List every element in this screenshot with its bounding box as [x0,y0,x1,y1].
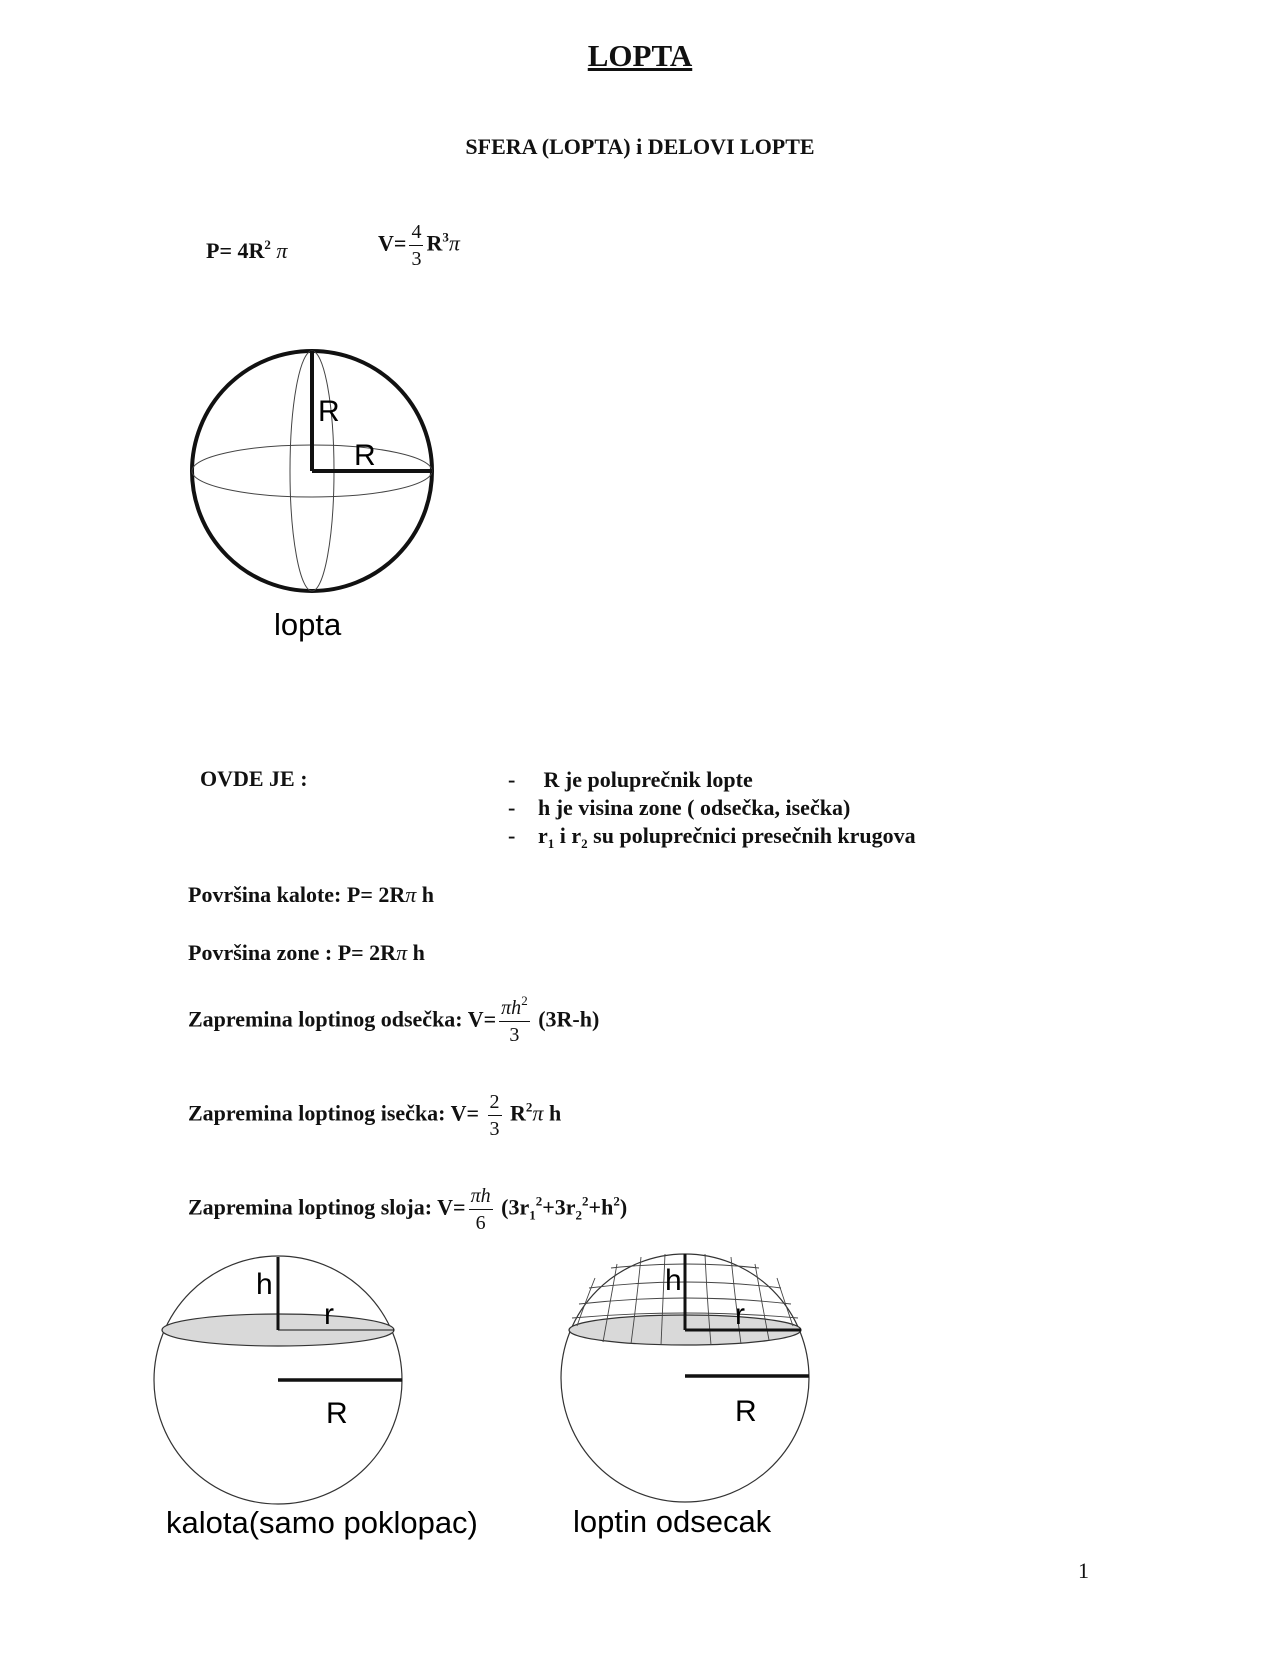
fraction [499,993,530,1046]
fraction-denominator: 3 [509,1024,520,1046]
sphere-figure [180,335,460,655]
formula-label: Zapremina loptinog isečka: V= [188,1100,485,1126]
list-dash: - [508,823,516,848]
volume-exponent: 3 [442,229,449,245]
label-h: h [256,1268,273,1301]
label-vertical-r: R [318,395,340,428]
surface-prefix: P= 4R [206,238,265,263]
fraction-denominator: 3 [489,1118,500,1140]
formula-label: Zapremina loptinog odsečka: V= [188,1006,497,1032]
label-big-r: R [326,1397,348,1430]
formula-label: Površina zone : P= 2R [188,940,397,965]
formula-part: +3r [542,1194,576,1220]
numerator-text: πh [501,997,522,1019]
list-item-text: h je visina zone ( odsečka, isečka) [538,795,851,820]
exponent: 2 [613,1193,620,1209]
volume-r: R [426,230,443,256]
label-big-r: R [735,1395,757,1428]
formula-kalota [188,882,434,908]
fraction [409,222,423,269]
exponent: 2 [535,1193,543,1209]
grid-line [777,1278,793,1326]
fraction-denominator: 6 [475,1212,486,1234]
pi-symbol: π [405,882,417,907]
formula-part: (3r [495,1194,530,1220]
label-h: h [665,1264,682,1297]
sphere-surface-formula [206,238,287,264]
grid-line [577,1278,595,1326]
formula-sloj [188,1186,627,1233]
pi-symbol: π [396,940,408,965]
fraction-numerator: 2 [488,1092,502,1116]
fraction-numerator: πh [469,1186,493,1210]
fraction-denominator: 3 [411,248,422,270]
definitions-heading: OVDE JE : [200,766,308,791]
kalota-caption: kalota(samo poklopac) [166,1505,478,1540]
fraction [469,1186,493,1233]
sphere-caption: lopta [274,607,342,642]
r1-letter: r [538,823,548,848]
formula-label: Površina kalote: P= 2R [188,882,406,907]
r2-letter: i r [554,823,582,848]
definitions-list [508,766,916,850]
fraction-numerator: 4 [409,222,423,246]
pi-symbol: π [276,238,288,263]
pi-symbol: π [532,1100,544,1126]
volume-prefix: V= [378,230,407,256]
formula-part: ) [619,1194,628,1220]
label-horizontal-r: R [354,439,376,472]
exponent: 2 [582,1193,589,1209]
list-item [508,766,916,794]
odsecak-caption: loptin odsecak [573,1504,772,1539]
formula-suffix: h [416,882,435,907]
label-r: r [324,1298,334,1331]
page-subtitle: SFERA (LOPTA) i DELOVI LOPTE [465,134,815,159]
page-title: LOPTA [587,38,693,73]
page-number: 1 [1078,1558,1089,1583]
subscript: 1 [547,836,555,851]
list-item [508,794,916,822]
numerator-exponent: 2 [521,993,528,1008]
subscript: 2 [575,1207,583,1223]
formula-r: R [504,1100,526,1126]
formula-part: +h [588,1194,614,1220]
r-exponent: 2 [525,1099,533,1115]
formula-suffix: h [543,1100,562,1126]
label-r: r [735,1298,745,1331]
fraction [488,1092,502,1139]
formula-suffix: h [407,940,425,965]
formula-suffix: (3R-h) [532,1006,600,1032]
formula-label: Zapremina loptinog sloja: V= [188,1194,466,1220]
kalota-figure [150,1250,530,1550]
list-item-text: su poluprečnici presečnih krugova [587,823,916,848]
odsecak-figure [555,1248,855,1550]
list-dash: - [508,767,516,792]
list-item [508,822,916,850]
list-item-text: R je poluprečnik lopte [538,767,753,792]
sphere-volume-formula [378,222,460,269]
formula-zona [188,940,425,966]
formula-odsecak [188,993,600,1046]
list-dash: - [508,795,516,820]
subscript: 2 [581,836,588,851]
subscript: 1 [529,1207,536,1223]
pi-symbol: π [448,230,460,256]
surface-exponent: 2 [264,237,271,252]
formula-isecak [188,1092,561,1139]
fraction-numerator [499,993,530,1022]
